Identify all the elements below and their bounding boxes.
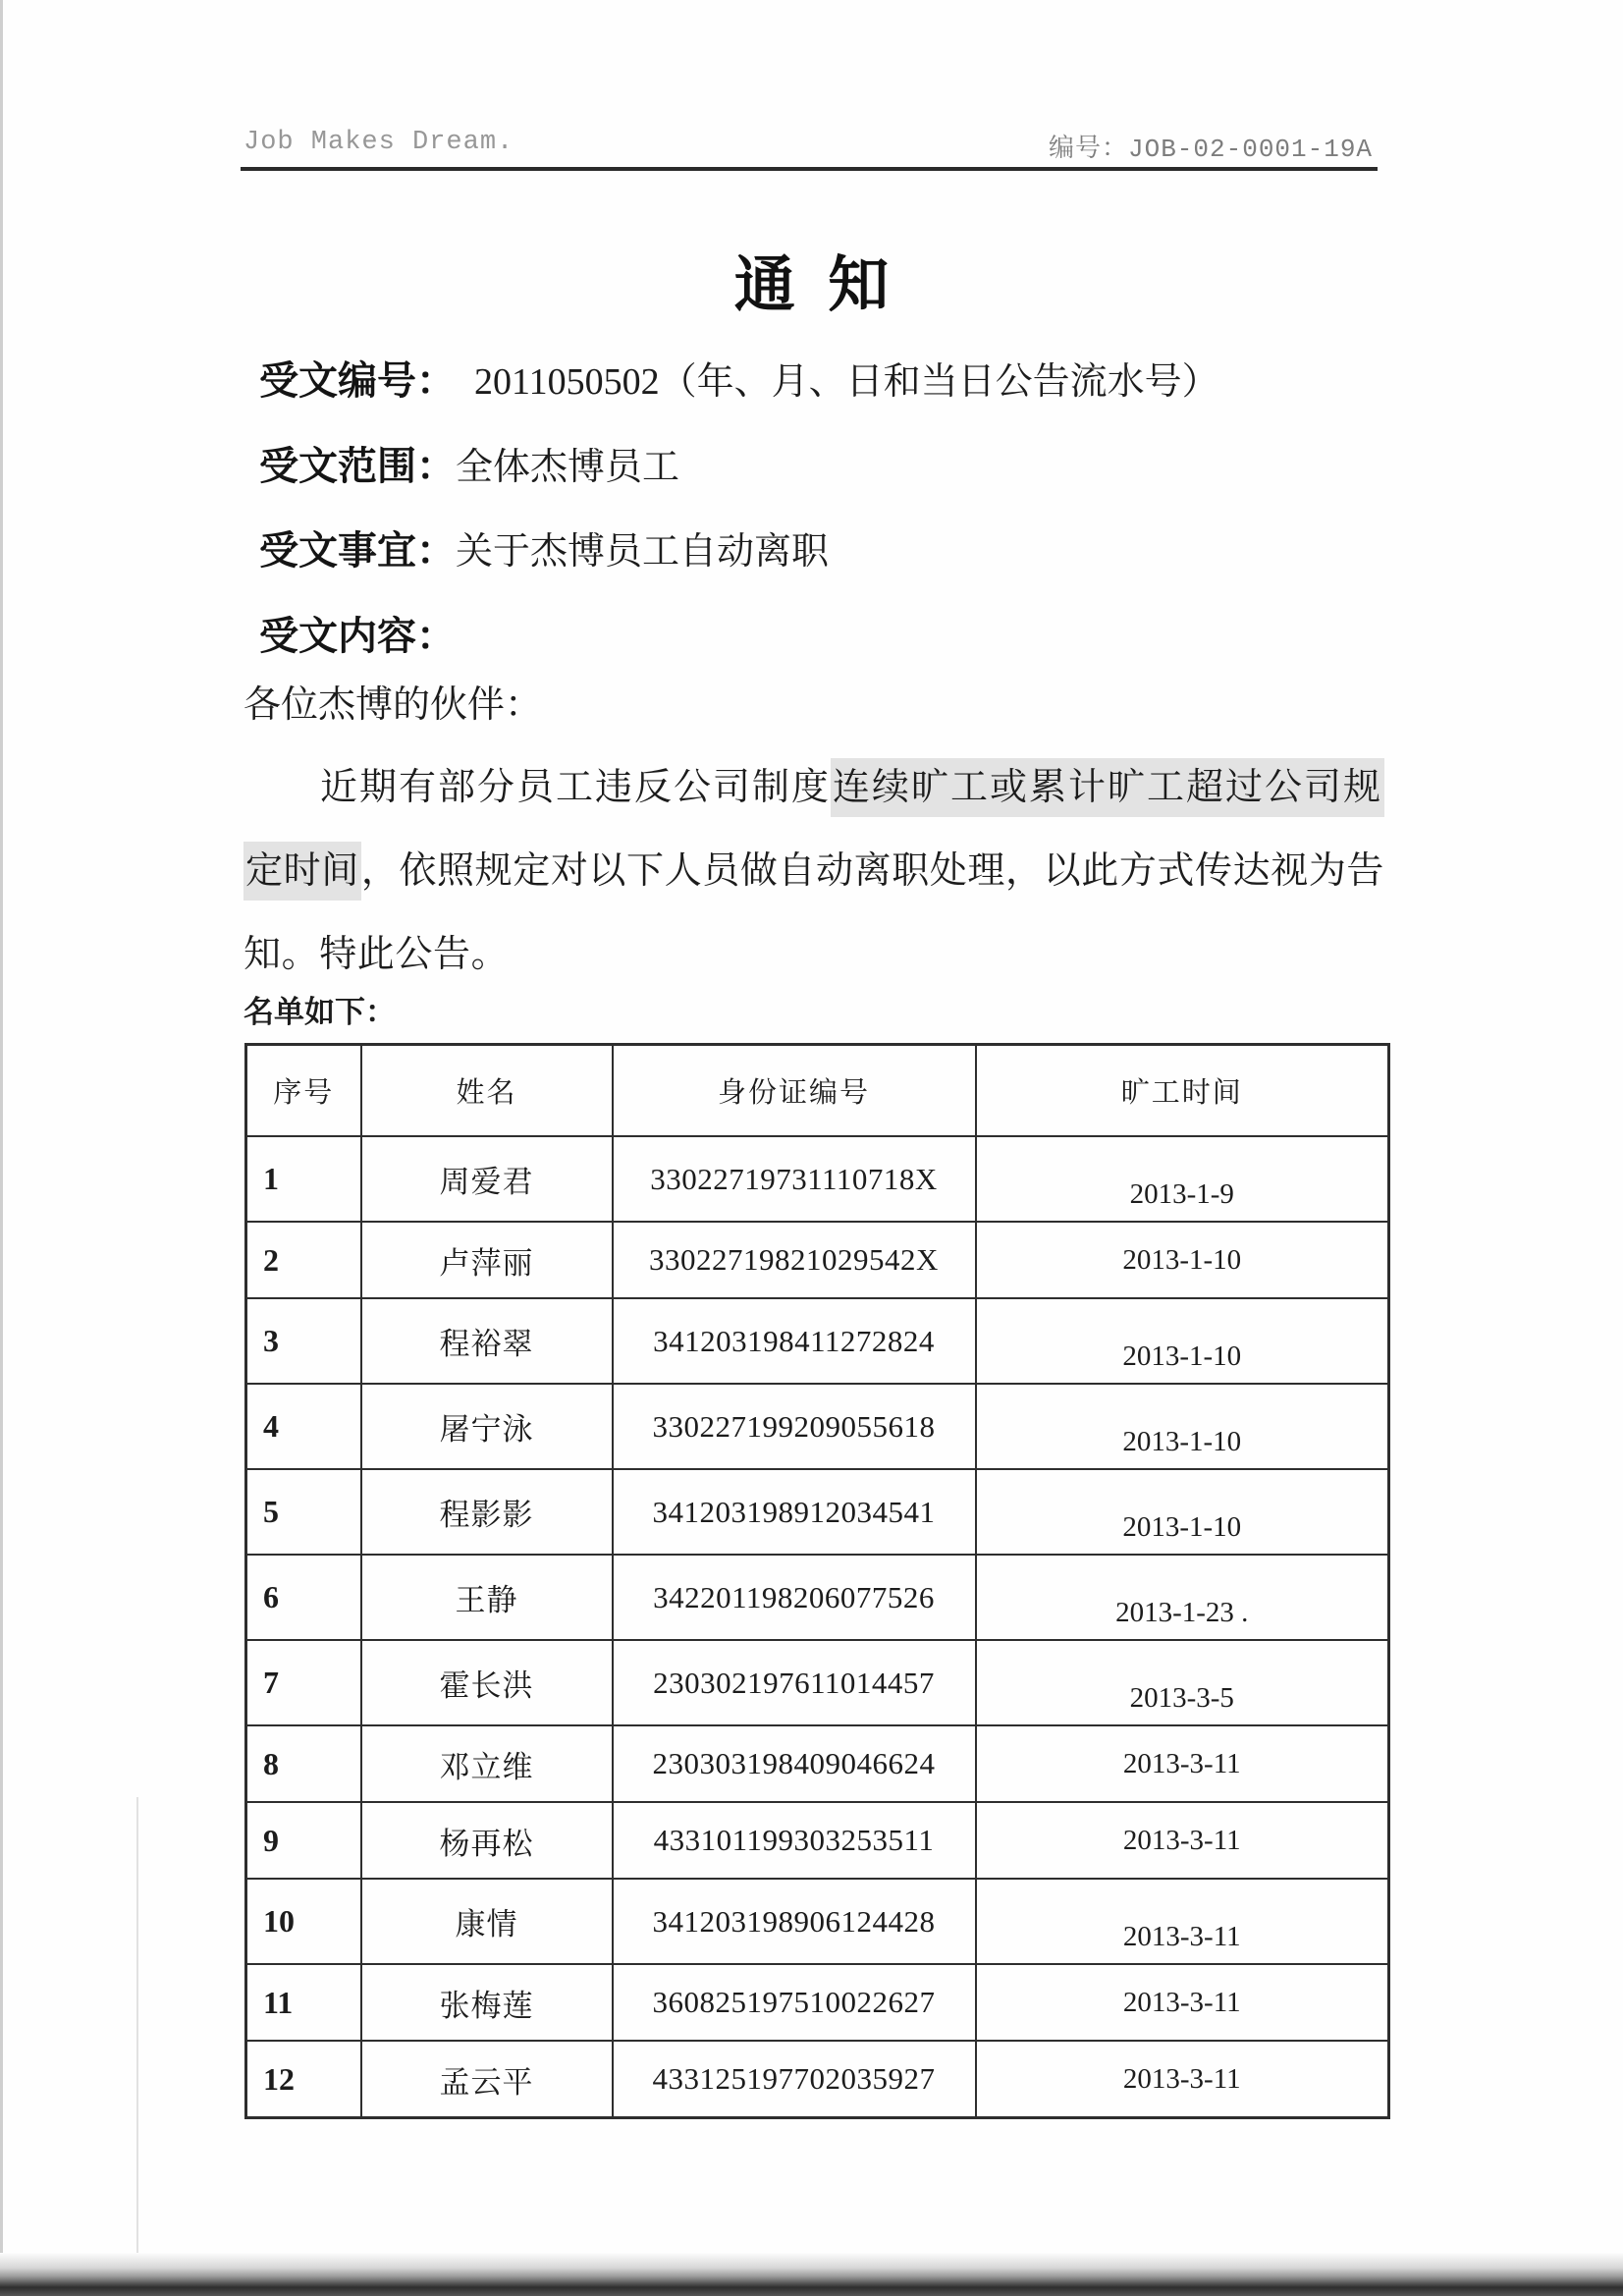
cell-no: 1 <box>246 1136 361 1222</box>
header-cell-id: 身份证编号 <box>613 1045 976 1137</box>
cell-id: 342201198206077526 <box>613 1555 976 1640</box>
cell-date: 2013-3-11 <box>976 1964 1389 2041</box>
cell-id: 33022719731110718X <box>613 1136 976 1222</box>
cell-id: 433125197702035927 <box>613 2041 976 2118</box>
cell-no: 11 <box>246 1964 361 2041</box>
field-subject-label: 受文事宜： <box>259 529 456 573</box>
cell-no: 12 <box>246 2041 361 2118</box>
table-row <box>246 1469 1389 1555</box>
cell-name: 王静 <box>361 1555 613 1640</box>
cell-name: 屠宁泳 <box>361 1384 613 1469</box>
body-line-3 <box>243 923 509 977</box>
cell-id: 360825197510022627 <box>613 1964 976 2041</box>
cell-id: 230302197611014457 <box>613 1640 976 1725</box>
field-scope-value: 全体杰博员工 <box>456 447 680 488</box>
scan-edge-left <box>0 0 3 2296</box>
cell-name: 程裕翠 <box>361 1298 613 1384</box>
cell-no: 3 <box>246 1298 361 1384</box>
cell-no: 6 <box>246 1555 361 1640</box>
field-content-label: 受文内容： <box>259 615 456 658</box>
scan-edge-bottom <box>0 2253 1623 2296</box>
field-subject <box>243 502 829 593</box>
cell-id: 341203198906124428 <box>613 1879 976 1964</box>
header-cell-name: 姓名 <box>361 1045 613 1137</box>
table-header-row <box>246 1045 1389 1137</box>
letterhead-slogan: Job Makes Dream. <box>243 128 514 157</box>
field-doc-number <box>243 332 1219 423</box>
cell-no: 5 <box>246 1469 361 1555</box>
body-line-2-tail: ，依照规定对以下人员做自动离职处理，以此方式传达视为告 <box>360 850 1385 892</box>
body-line-3-text: 知。特此公告。 <box>243 934 510 975</box>
roster-body <box>246 1136 1389 2118</box>
salutation: 各位杰博的伙伴： <box>243 684 543 726</box>
cell-id: 341203198912034541 <box>613 1469 976 1555</box>
field-doc-number-value: 2011050502（年、月、日和当日公告流水号） <box>456 361 1219 403</box>
field-doc-number-label: 受文编号： <box>259 359 456 403</box>
cell-name: 孟云平 <box>361 2041 613 2118</box>
letterhead-doc-number: 编号：JOB-02-0001-19A <box>1049 135 1374 164</box>
table-row <box>246 1298 1389 1384</box>
table-row <box>246 1136 1389 1222</box>
cell-id: 330227199209055618 <box>613 1384 976 1469</box>
table-row <box>246 1802 1389 1879</box>
field-scope <box>243 417 679 509</box>
cell-id: 33022719821029542X <box>613 1222 976 1298</box>
table-row <box>246 1222 1389 1298</box>
body-line-2-highlight: 定时间 <box>243 842 361 901</box>
table-row <box>246 2041 1389 2118</box>
roster-table <box>244 1043 1390 2119</box>
body-line-1 <box>243 756 1384 810</box>
cell-no: 8 <box>246 1725 361 1802</box>
cell-name: 杨再松 <box>361 1802 613 1879</box>
field-subject-value: 关于杰博员工自动离职 <box>456 531 830 573</box>
cell-date: 2013-1-10 <box>976 1469 1389 1555</box>
cell-no: 2 <box>246 1222 361 1298</box>
field-scope-label: 受文范围： <box>259 445 456 488</box>
cell-date: 2013-1-10 <box>976 1222 1389 1298</box>
cell-date: 2013-3-11 <box>976 1802 1389 1879</box>
table-row <box>246 1640 1389 1725</box>
cell-no: 9 <box>246 1802 361 1879</box>
cell-no: 10 <box>246 1879 361 1964</box>
cell-name: 卢萍丽 <box>361 1222 613 1298</box>
cell-date: 2013-1-10 <box>976 1298 1389 1384</box>
cell-name: 张梅莲 <box>361 1964 613 2041</box>
page-title: 通 知 <box>733 252 890 319</box>
cell-date: 2013-1-10 <box>976 1384 1389 1469</box>
header-cell-date: 旷工时间 <box>976 1045 1389 1137</box>
cell-date: 2013-3-11 <box>976 1725 1389 1802</box>
letterhead-rule <box>241 167 1378 171</box>
cell-date: 2013-1-9 <box>976 1136 1389 1222</box>
cell-id: 433101199303253511 <box>613 1802 976 1879</box>
field-content <box>243 587 456 679</box>
body-line-1-text: 近期有部分员工违反公司制度 <box>320 767 832 808</box>
table-row <box>246 1555 1389 1640</box>
cell-no: 4 <box>246 1384 361 1469</box>
header-cell-index: 序号 <box>246 1045 361 1137</box>
body-line-2 <box>243 840 1384 894</box>
cell-name: 霍长洪 <box>361 1640 613 1725</box>
cell-name: 康情 <box>361 1879 613 1964</box>
cell-date: 2013-3-11 <box>976 1879 1389 1964</box>
scan-artifact-line <box>136 1797 138 2259</box>
table-row <box>246 1964 1389 2041</box>
roster-label: 名单如下： <box>243 995 396 1029</box>
table-row <box>246 1384 1389 1469</box>
table-row <box>246 1725 1389 1802</box>
table-row <box>246 1879 1389 1964</box>
cell-id: 341203198411272824 <box>613 1298 976 1384</box>
cell-name: 邓立维 <box>361 1725 613 1802</box>
cell-date: 2013-1-23 . <box>976 1555 1389 1640</box>
cell-no: 7 <box>246 1640 361 1725</box>
cell-name: 程影影 <box>361 1469 613 1555</box>
cell-id: 230303198409046624 <box>613 1725 976 1802</box>
body-line-1-highlight: 连续旷工或累计旷工超过公司规 <box>831 758 1384 817</box>
cell-date: 2013-3-11 <box>976 2041 1389 2118</box>
cell-date: 2013-3-5 <box>976 1640 1389 1725</box>
cell-name: 周爱君 <box>361 1136 613 1222</box>
